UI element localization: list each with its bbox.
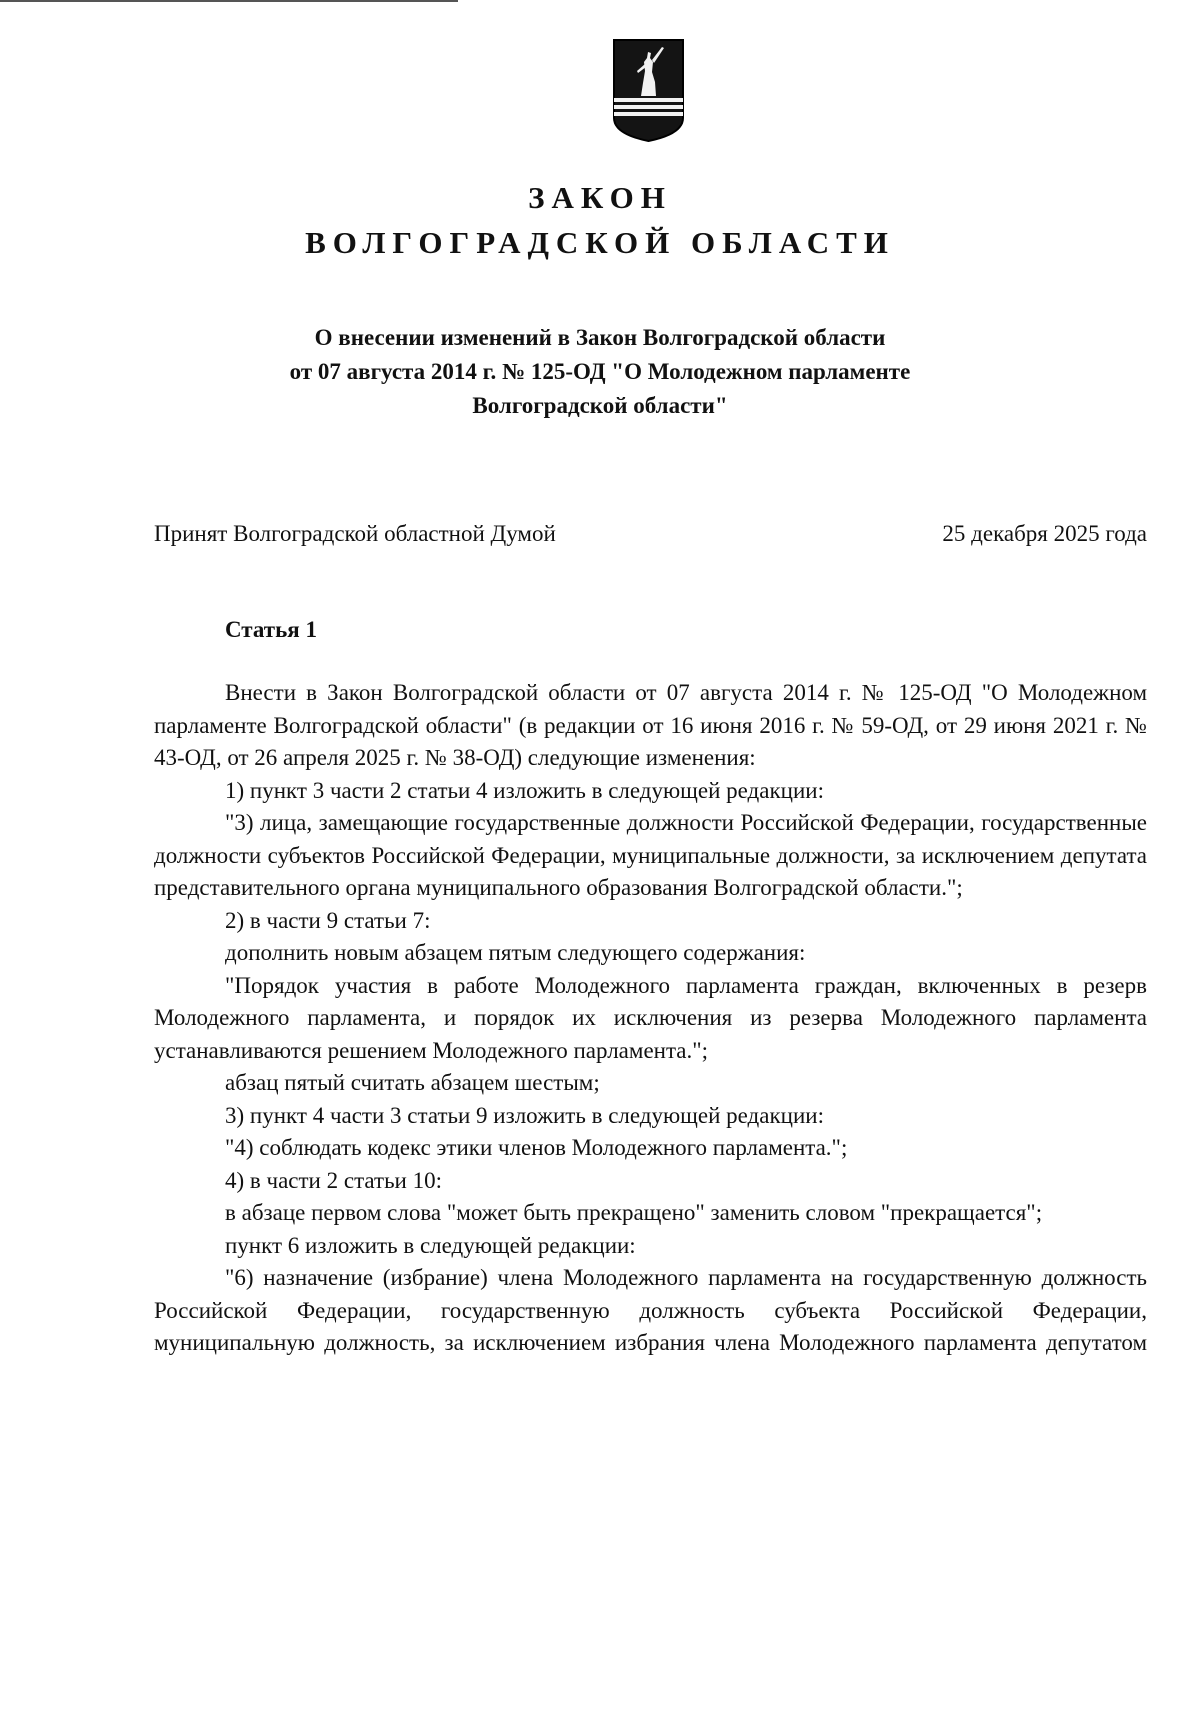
paragraph: "6) назначение (избрание) члена Молодежного парламента на государственную должность Российской Федерации, государственную должность субъекта Российской Федерации, муниципальную должность, за исключением избрания члена Молодежного парламента депутатом — [154, 1265, 1147, 1355]
paragraph: абзац пятый считать абзацем шестым; — [225, 1070, 600, 1095]
paragraph: "Порядок участия в работе Молодежного парламента граждан, включенных в резерв Молодежного парламента, и порядок их исключения из резерва Молодежного парламента устанавливаются решением Молодежного парламента."; — [154, 972, 1147, 1063]
paragraph: Внести в Закон Волгоградской области от 07 августа 2014 г. № 125-ОД "О Молодежном парламенте Волгоградской области" (в редакции от 16 июня 2016 г. № 59-ОД, от 29 июня 2021 г. № 43-ОД, от 26 апреля 2025 г. № 38-ОД) следующие изменения: — [154, 680, 1147, 770]
paragraph: 3) пункт 4 части 3 статьи 9 изложить в следующей редакции: — [225, 1102, 824, 1128]
law-name-line: О внесении изменений в Закон Волгоградской области — [314, 325, 886, 350]
paragraph: 2) в части 9 статьи 7: — [225, 907, 431, 933]
adoption-date: 25 декабря 2025 года — [942, 521, 1147, 546]
coat-of-arms-emblem — [612, 38, 685, 142]
document-title: ЗАКОН — [528, 180, 672, 215]
article-heading: Статья 1 — [225, 617, 317, 642]
paragraph: в абзаце первом слова "может быть прекращено" заменить словом "прекращается"; — [225, 1200, 1043, 1225]
article-body — [154, 677, 1147, 1360]
paragraph: "4) соблюдать кодекс этики членов Молодежного парламента."; — [225, 1135, 848, 1160]
document-subtitle: ВОЛГОГРАДСКОЙ ОБЛАСТИ — [305, 225, 895, 260]
top-rule — [0, 0, 458, 2]
law-name — [200, 321, 1000, 423]
paragraph: 4) в части 2 статьи 10: — [225, 1167, 443, 1193]
adopted-by: Принят Волгоградской областной Думой — [154, 521, 556, 546]
adoption-row — [154, 518, 1147, 550]
paragraph: пункт 6 изложить в следующей редакции: — [225, 1232, 636, 1258]
paragraph: дополнить новым абзацем пятым следующего содержания: — [225, 940, 806, 965]
law-name-line: от 07 августа 2014 г. № 125-ОД "О Молодежном парламенте — [289, 359, 911, 384]
paragraph: 1) пункт 3 части 2 статьи 4 изложить в следующей редакции: — [225, 777, 824, 803]
paragraph: "3) лица, замещающие государственные должности Российской Федерации, государственные должности субъектов Российской Федерации, муниципальные должности, за исключением депутата представительного органа муниципального образования Волгоградской области."; — [154, 810, 1147, 900]
law-name-line: Волгоградской области" — [472, 393, 728, 418]
